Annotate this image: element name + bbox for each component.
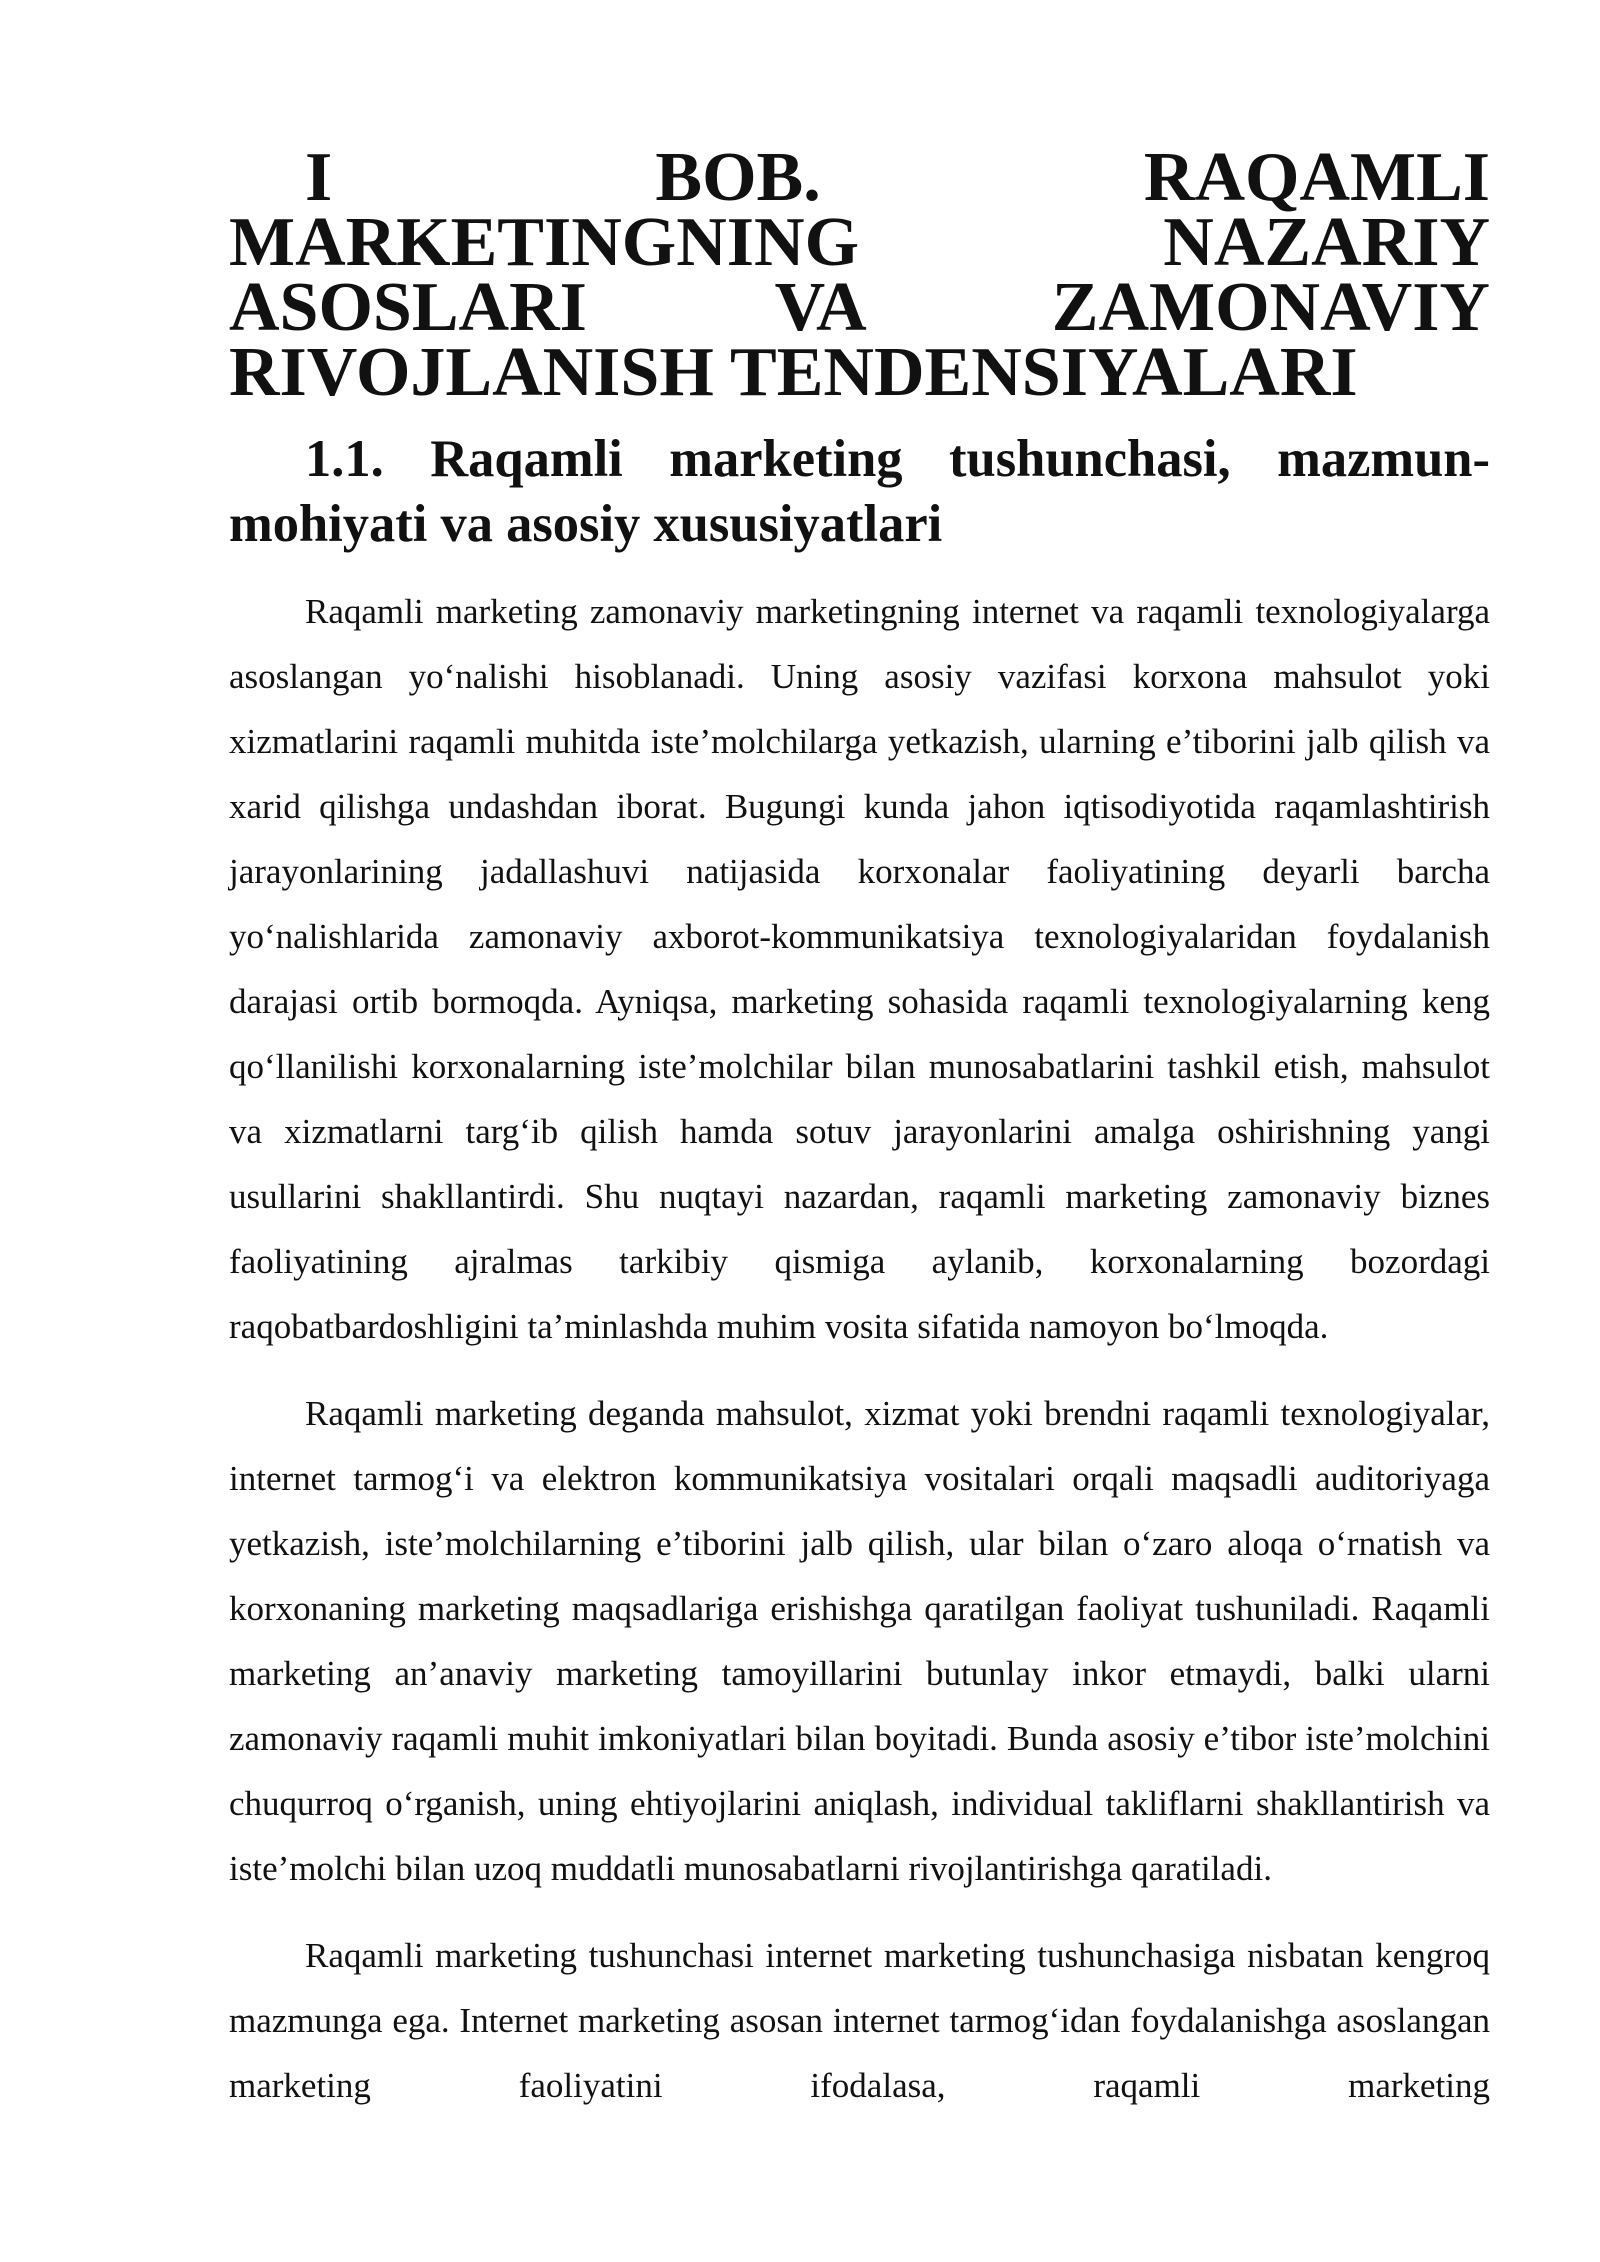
chapter-title: I BOB. RAQAMLI MARKETINGNING NAZARIY ASOSLARI VA ZAMONAVIY RIVOJLANISH TENDENSIYALARI: [229, 139, 1490, 411]
body-paragraph: Raqamli marketing zamonaviy marketingning internet va raqamli texnologiyalarga asoslangan yo‘nalishi hisoblanadi. Uning asosiy vazifasi korxona mahsulot yoki xizmatlarini raqamli muhitda iste’molchilarga yetkazish, ularning e’tiborini jalb qilish va xarid qilishga undashdan iborat. Bugungi kunda jahon iqtisodiyotida raqamlashtirish jarayonlarining jadallashuvi natijasida korxonalar faoliyatining deyarli barcha yo‘nalishlarida zamonaviy axborot-kommunikatsiya texnologiyalaridan foydalanish darajasi ortib bormoqda. Ayniqsa, marketing sohasida raqamli texnologiyalarning keng qo‘llanilishi korxonalarning iste’molchilar bilan munosabatlarini tashkil etish, mahsulot va xizmatlarni targ‘ib qilish hamda sotuv jarayonlarini amalga oshirishning yangi usullarini shakllantirdi. Shu nuqtayi nazardan, raqamli marketing zamonaviy biznes faoliyatining ajralmas tarkibiy qismiga aylanib, korxonalarning bozordagi raqobatbardoshligini ta’minlashda muhim vosita sifatida namoyon bo‘lmoqda.: [229, 592, 1490, 1346]
document-body: [229, 139, 1490, 2140]
section-title: 1.1. Raqamli marketing tushunchasi, mazmun-mohiyati va asosiy xususiyatlari: [229, 430, 1490, 553]
body-paragraph: Raqamli marketing tushunchasi internet marketing tushunchasiga nisbatan kengroq mazmunga ega. Internet marketing asosan internet tarmog‘idan foydalanishga asoslangan marketing faoliyatini ifodalasa, raqamli marketing: [229, 1936, 1490, 2105]
body-paragraph: Raqamli marketing deganda mahsulot, xizmat yoki brendni raqamli texnologiyalar, internet tarmog‘i va elektron kommunikatsiya vositalari orqali maqsadli auditoriyaga yetkazish, iste’molchilarning e’tiborini jalb qilish, ular bilan o‘zaro aloqa o‘rnatish va korxonaning marketing maqsadlariga erishishga qaratilgan faoliyat tushuniladi. Raqamli marketing an’anaviy marketing tamoyillarini butunlay inkor etmaydi, balki ularni zamonaviy raqamli muhit imkoniyatlari bilan boyitadi. Bunda asosiy e’tibor iste’molchini chuqurroq o‘rganish, uning ehtiyojlarini aniqlash, individual takliflarni shakllantirish va iste’molchi bilan uzoq muddatli munosabatlarni rivojlantirishga qaratiladi.: [229, 1394, 1490, 1888]
